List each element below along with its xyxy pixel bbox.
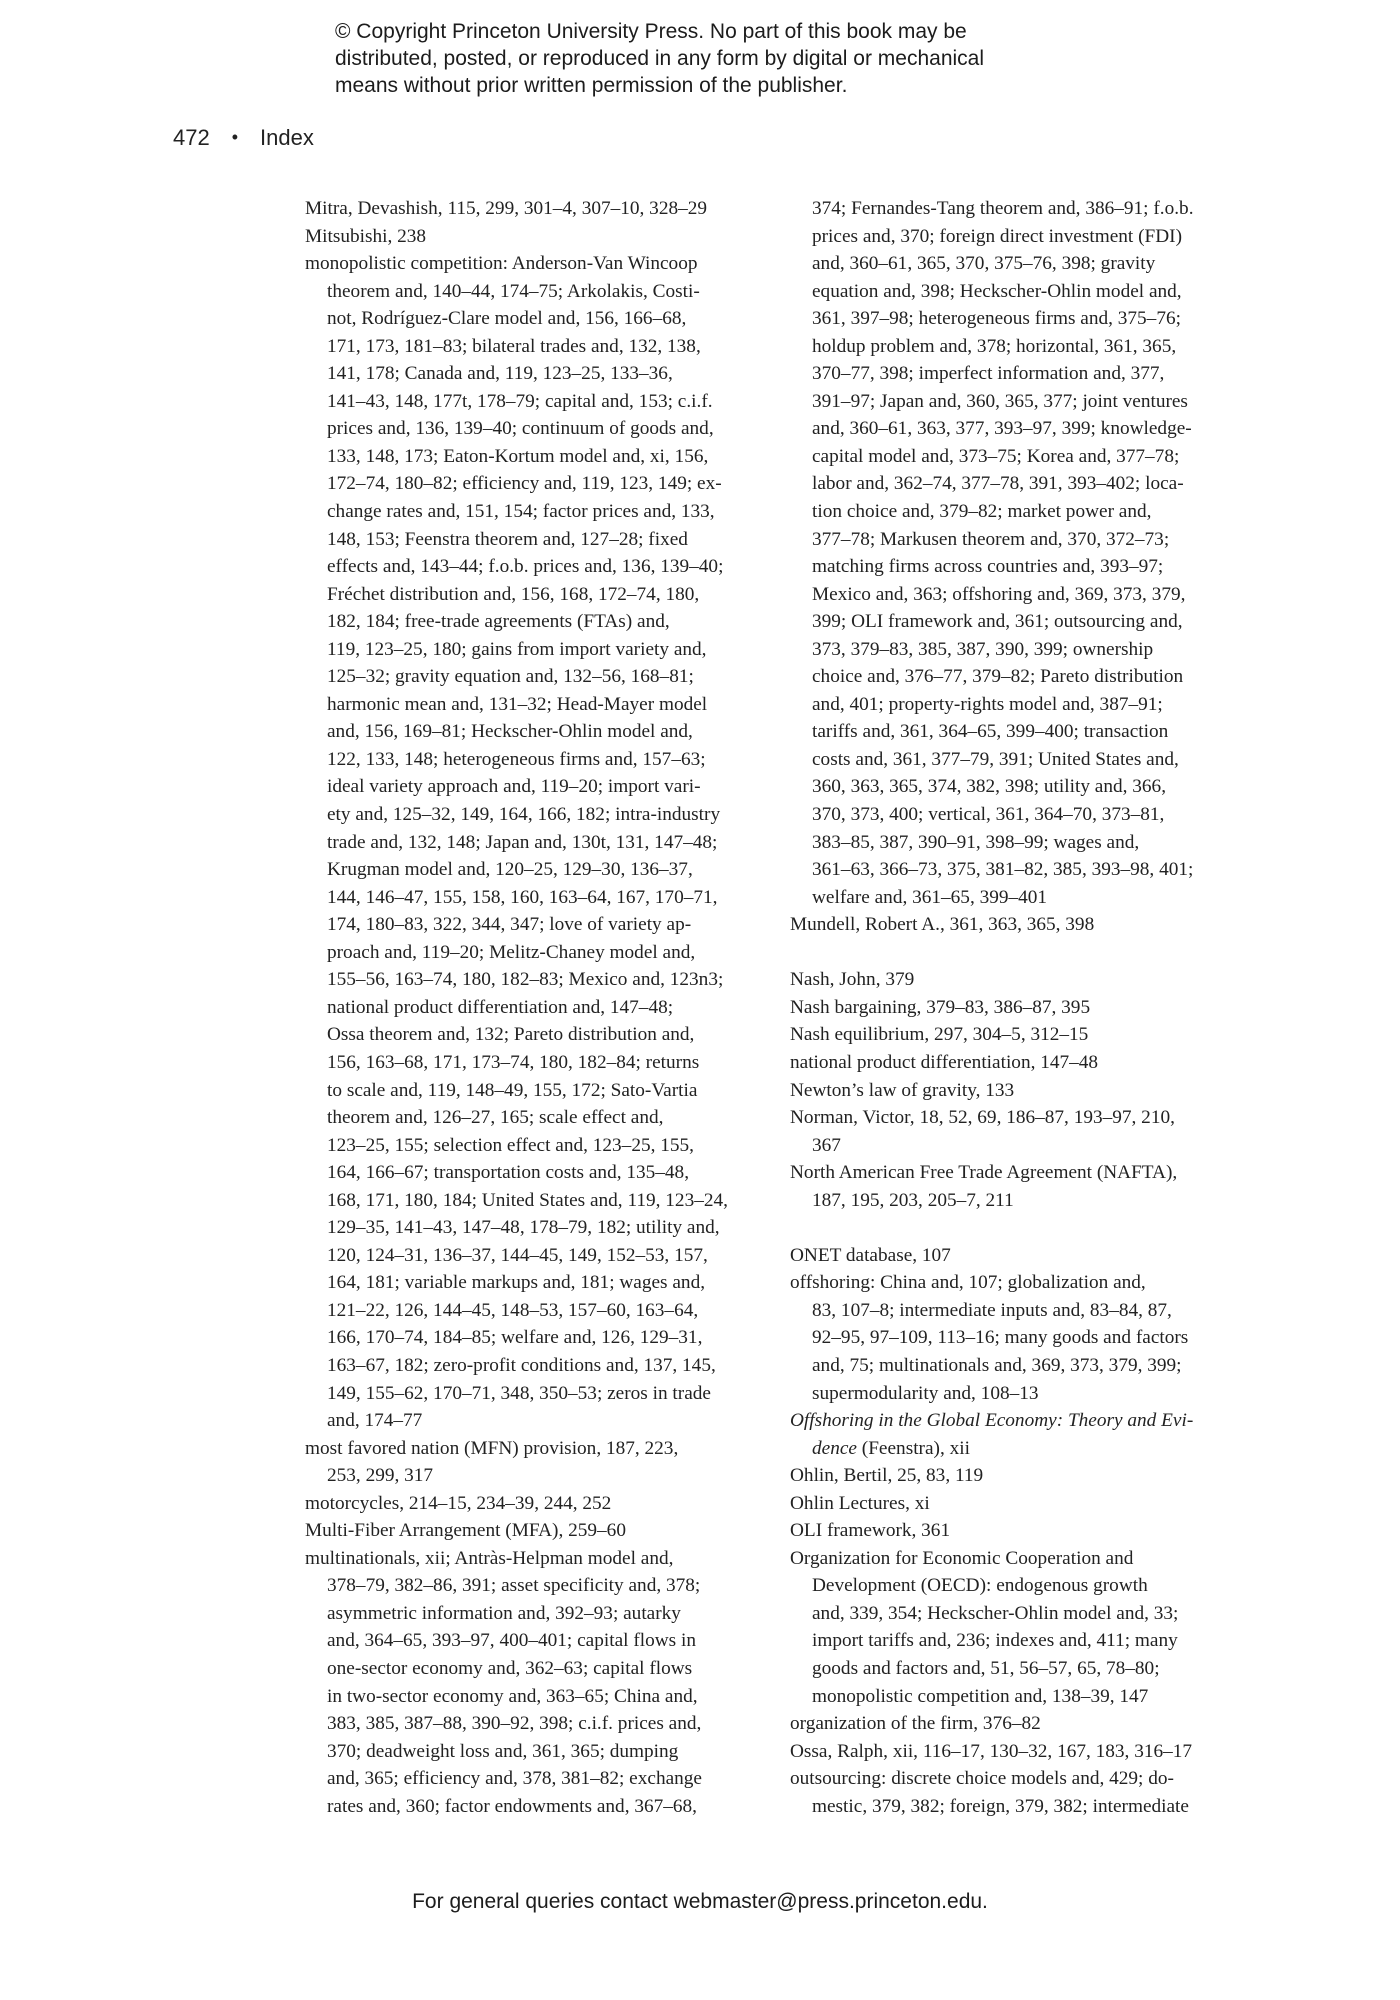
index-entry: Mitra, Devashish, 115, 299, 301–4, 307–10, 328–29 [305, 198, 708, 219]
index-entry-continuation: import tariffs and, 236; indexes and, 411; many [812, 1630, 1178, 1652]
index-entry-continuation: asymmetric information and, 392–93; autarky [327, 1602, 681, 1624]
index-entry: Mundell, Robert A., 361, 363, 365, 398 [790, 914, 1095, 936]
index-entry-continuation: 391–97; Japan and, 360, 365, 377; joint ventures [812, 390, 1188, 412]
index-entry-continuation: and, 156, 169–81; Heckscher-Ohlin model and, [327, 721, 693, 743]
index-entry-continuation: and, 174–77 [327, 1410, 423, 1432]
index-entry: Nash bargaining, 379–83, 386–87, 395 [790, 996, 1091, 1018]
index-entry-continuation: change rates and, 151, 154; factor prices and, 133, [327, 501, 715, 523]
index-entry-continuation: 374; Fernandes-Tang theorem and, 386–91; f.o.b. [812, 198, 1194, 219]
index-entry-continuation: 360, 363, 365, 374, 382, 398; utility and, 366, [812, 776, 1167, 798]
index-entry-continuation: 92–95, 97–109, 113–16; many goods and factors [812, 1327, 1189, 1349]
index-entry-continuation: holdup problem and, 378; horizontal, 361, 365, [812, 335, 1177, 357]
index-entry-continuation: 149, 155–62, 170–71, 348, 350–53; zeros in trade [327, 1382, 711, 1404]
index-entry [790, 1407, 1250, 1435]
index-entry-continuation: equation and, 398; Heckscher-Ohlin model and, [812, 280, 1182, 302]
index-entry-continuation: 123–25, 155; selection effect and, 123–25, 155, [327, 1134, 694, 1156]
index-entry-continuation: 121–22, 126, 144–45, 148–53, 157–60, 163–64, [327, 1299, 699, 1321]
index-entry-continuation: prices and, 136, 139–40; continuum of goods and, [327, 418, 714, 440]
index-spacer [790, 1214, 1250, 1242]
index-entry-continuation: choice and, 376–77, 379–82; Pareto distribution [812, 666, 1184, 688]
index-entry-continuation: 83, 107–8; intermediate inputs and, 83–84, 87, [812, 1299, 1172, 1321]
index-entry-continuation: Mexico and, 363; offshoring and, 369, 373, 379, [812, 583, 1186, 605]
index-entry-continuation: 378–79, 382–86, 391; asset specificity and, 378; [327, 1575, 701, 1597]
index-entry-continuation: 370–77, 398; imperfect information and, 377, [812, 363, 1165, 385]
index-entry-continuation: 125–32; gravity equation and, 132–56, 168–81; [327, 666, 694, 688]
page-number: 472 [173, 125, 210, 150]
index-entry-continuation: Fréchet distribution and, 156, 168, 172–74, 180, [327, 583, 700, 605]
index-entry-continuation: 141–43, 148, 177t, 178–79; capital and, 153; c.i.f. [327, 390, 713, 412]
index-entry-continuation [790, 1435, 1250, 1463]
index-entry: national product differentiation, 147–48 [790, 1051, 1099, 1073]
index-entry-continuation: and, 401; property-rights model and, 387–91; [812, 693, 1163, 715]
index-entry: Multi-Fiber Arrangement (MFA), 259–60 [305, 1520, 626, 1542]
index-entry-continuation: 187, 195, 203, 205–7, 211 [812, 1189, 1014, 1211]
index-entry-continuation: Development (OECD): endogenous growth [812, 1575, 1148, 1597]
index-entry-continuation: trade and, 132, 148; Japan and, 130t, 131, 147–48; [327, 831, 718, 853]
index-entry-continuation: 166, 170–74, 184–85; welfare and, 126, 129–31, [327, 1327, 703, 1349]
index-entry-continuation: 399; OLI framework and, 361; outsourcing and, [812, 611, 1183, 633]
index-entry-continuation: 155–56, 163–74, 180, 182–83; Mexico and, 123n3; [327, 969, 724, 991]
index-column-right [790, 195, 1250, 1820]
copyright-line: distributed, posted, or reproduced in any form by digital or mechanical [335, 47, 985, 70]
index-entry-continuation: rates and, 360; factor endowments and, 367–68, [327, 1795, 697, 1817]
index-entry-continuation: theorem and, 126–27, 165; scale effect and, [327, 1107, 664, 1129]
index-entry-continuation: 383–85, 387, 390–91, 398–99; wages and, [812, 831, 1140, 853]
index-entry-continuation: and, 339, 354; Heckscher-Ohlin model and, 33; [812, 1602, 1179, 1624]
index-entry-continuation: 144, 146–47, 155, 158, 160, 163–64, 167, 170–71, [327, 886, 718, 908]
index-entry: Newton’s law of gravity, 133 [790, 1079, 1015, 1101]
index-entry: outsourcing: discrete choice models and, 429; do- [790, 1768, 1174, 1790]
index-entry-continuation: harmonic mean and, 131–32; Head-Mayer model [327, 693, 708, 715]
index-entry-continuation: 164, 181; variable markups and, 181; wages and, [327, 1272, 706, 1294]
index-entry-continuation: and, 364–65, 393–97, 400–401; capital flows in [327, 1630, 696, 1652]
index-entry: most favored nation (MFN) provision, 187, 223, [305, 1437, 679, 1459]
index-entry: offshoring: China and, 107; globalization and, [790, 1272, 1146, 1294]
index-entry-continuation: 367 [812, 1134, 841, 1156]
index-entry: Norman, Victor, 18, 52, 69, 186–87, 193–97, 210, [790, 1107, 1175, 1129]
index-entry-continuation: tion choice and, 379–82; market power and, [812, 501, 1152, 523]
index-entry-continuation: welfare and, 361–65, 399–401 [812, 886, 1048, 908]
index-entry-continuation: 361–63, 366–73, 375, 381–82, 385, 393–98, 401; [812, 859, 1194, 881]
index-column-left [305, 195, 765, 1820]
index-entry-continuation: 377–78; Markusen theorem and, 370, 372–73; [812, 528, 1170, 550]
copyright-line: © Copyright Princeton University Press. No part of this book may be [335, 20, 967, 43]
index-entry-continuation: 164, 166–67; transportation costs and, 135–48, [327, 1162, 690, 1184]
index-entry-continuation: 253, 299, 317 [327, 1465, 434, 1487]
index-entry-continuation: and, 75; multinationals and, 369, 373, 379, 399; [812, 1354, 1182, 1376]
index-entry-continuation: in two-sector economy and, 363–65; China and, [327, 1685, 698, 1707]
index-entry-continuation: goods and factors and, 51, 56–57, 65, 78–80; [812, 1657, 1160, 1679]
index-entry-continuation: effects and, 143–44; f.o.b. prices and, 136, 139–40; [327, 556, 724, 578]
index-entry-continuation: 383, 385, 387–88, 390–92, 398; c.i.f. prices and, [327, 1713, 702, 1735]
index-entry-continuation: and, 360–61, 365, 370, 375–76, 398; gravity [812, 253, 1156, 275]
index-entry-continuation: and, 365; efficiency and, 378, 381–82; exchange [327, 1768, 702, 1790]
index-entry-continuation: 172–74, 180–82; efficiency and, 119, 123, 149; ex- [327, 473, 722, 495]
index-entry: ONET database, 107 [790, 1244, 951, 1266]
index-entry-continuation: supermodularity and, 108–13 [812, 1382, 1039, 1404]
index-entry-continuation: theorem and, 140–44, 174–75; Arkolakis, Costi- [327, 280, 700, 302]
index-entry-continuation: tariffs and, 361, 364–65, 399–400; transaction [812, 721, 1169, 743]
index-entry-continuation: prices and, 370; foreign direct investment (FDI) [812, 225, 1182, 247]
index-entry-continuation: 156, 163–68, 171, 173–74, 180, 182–84; returns [327, 1051, 700, 1073]
index-entry-continuation: 373, 379–83, 385, 387, 390, 399; ownership [812, 638, 1154, 660]
index-entry-continuation: 370; deadweight loss and, 361, 365; dumping [327, 1740, 679, 1762]
index-entry-continuation: 370, 373, 400; vertical, 361, 364–70, 373–81, [812, 804, 1165, 826]
index-entry-continuation: 171, 173, 181–83; bilateral trades and, 132, 138, [327, 335, 701, 357]
index-entry-continuation: not, Rodríguez-Clare model and, 156, 166–68, [327, 308, 687, 330]
index-entry-continuation: 129–35, 141–43, 147–48, 178–79, 182; utility and, [327, 1217, 720, 1239]
index-spacer [790, 939, 1250, 967]
index-entry-continuation: national product differentiation and, 147–48; [327, 996, 674, 1018]
index-entry-continuation: costs and, 361, 377–79, 391; United States and, [812, 748, 1179, 770]
index-entry-continuation: ety and, 125–32, 149, 164, 166, 182; intra-industry [327, 804, 721, 826]
index-entry: monopolistic competition: Anderson-Van Wincoop [305, 253, 698, 275]
index-entry: Ossa, Ralph, xii, 116–17, 130–32, 167, 183, 316–17 [790, 1740, 1193, 1762]
section-title: Index [260, 125, 314, 150]
index-entry-continuation: Krugman model and, 120–25, 129–30, 136–37, [327, 859, 693, 881]
copyright-line: means without prior written permission of the publisher. [335, 74, 848, 97]
index-entry-continuation: 141, 178; Canada and, 119, 123–25, 133–36, [327, 363, 673, 385]
index-entry-continuation: 182, 184; free-trade agreements (FTAs) and, [327, 611, 670, 633]
index-entry-continuation: labor and, 362–74, 377–78, 391, 393–402; loca- [812, 473, 1184, 495]
index-entry-continuation: 148, 153; Feenstra theorem and, 127–28; fixed [327, 528, 688, 550]
index-entry-continuation: 122, 133, 148; heterogeneous firms and, 157–63; [327, 748, 706, 770]
index-entry-continuation: 163–67, 182; zero-profit conditions and, 137, 145, [327, 1354, 716, 1376]
running-head [173, 125, 314, 151]
index-entry-continuation: to scale and, 119, 148–49, 155, 172; Sato-Vartia [327, 1079, 698, 1101]
index-entry-text: (Feenstra), xii [856, 1437, 970, 1459]
index-entry-continuation: 168, 171, 180, 184; United States and, 119, 123–24, [327, 1189, 728, 1211]
index-entry-continuation: capital model and, 373–75; Korea and, 377–78; [812, 445, 1180, 467]
index-entry: OLI framework, 361 [790, 1520, 951, 1542]
index-entry-continuation: Ossa theorem and, 132; Pareto distribution and, [327, 1024, 695, 1046]
index-entry: North American Free Trade Agreement (NAFTA), [790, 1162, 1178, 1184]
separator-bullet: • [231, 127, 239, 147]
index-entry-continuation: monopolistic competition and, 138–39, 147 [812, 1685, 1149, 1707]
index-entry: Ohlin, Bertil, 25, 83, 119 [790, 1465, 984, 1487]
index-entry: organization of the firm, 376–82 [790, 1713, 1041, 1735]
index-entry-title: dence [812, 1437, 857, 1459]
index-entry: multinationals, xii; Antràs-Helpman model and, [305, 1547, 674, 1569]
index-entry: Ohlin Lectures, xi [790, 1492, 930, 1514]
index-entry: Nash, John, 379 [790, 969, 915, 991]
index-entry-continuation: mestic, 379, 382; foreign, 379, 382; intermediate [812, 1795, 1189, 1817]
index-entry: Nash equilibrium, 297, 304–5, 312–15 [790, 1024, 1089, 1046]
index-entry-continuation: 120, 124–31, 136–37, 144–45, 149, 152–53, 157, [327, 1244, 708, 1266]
index-entry-continuation: and, 360–61, 363, 377, 393–97, 399; knowledge- [812, 418, 1192, 440]
index-entry: motorcycles, 214–15, 234–39, 244, 252 [305, 1492, 612, 1514]
footer-contact: For general queries contact webmaster@press.princeton.edu. [412, 1890, 988, 1913]
index-entry: Organization for Economic Cooperation and [790, 1547, 1134, 1569]
index-entry: Mitsubishi, 238 [305, 225, 427, 247]
index-entry-continuation: one-sector economy and, 362–63; capital flows [327, 1657, 693, 1679]
index-entry-continuation: 119, 123–25, 180; gains from import variety and, [327, 638, 707, 660]
copyright-notice [335, 18, 1095, 99]
index-entry-continuation: 174, 180–83, 322, 344, 347; love of variety ap- [327, 914, 692, 936]
index-entry-continuation: 361, 397–98; heterogeneous firms and, 375–76; [812, 308, 1181, 330]
index-entry-continuation: matching firms across countries and, 393–97; [812, 556, 1164, 578]
index-entry-continuation: 133, 148, 173; Eaton-Kortum model and, xi, 156, [327, 445, 709, 467]
index-entry-title: Offshoring in the Global Economy: Theory and Evi- [790, 1410, 1194, 1432]
index-entry-continuation: ideal variety approach and, 119–20; import vari- [327, 776, 701, 798]
index-entry-continuation: proach and, 119–20; Melitz-Chaney model and, [327, 941, 696, 963]
